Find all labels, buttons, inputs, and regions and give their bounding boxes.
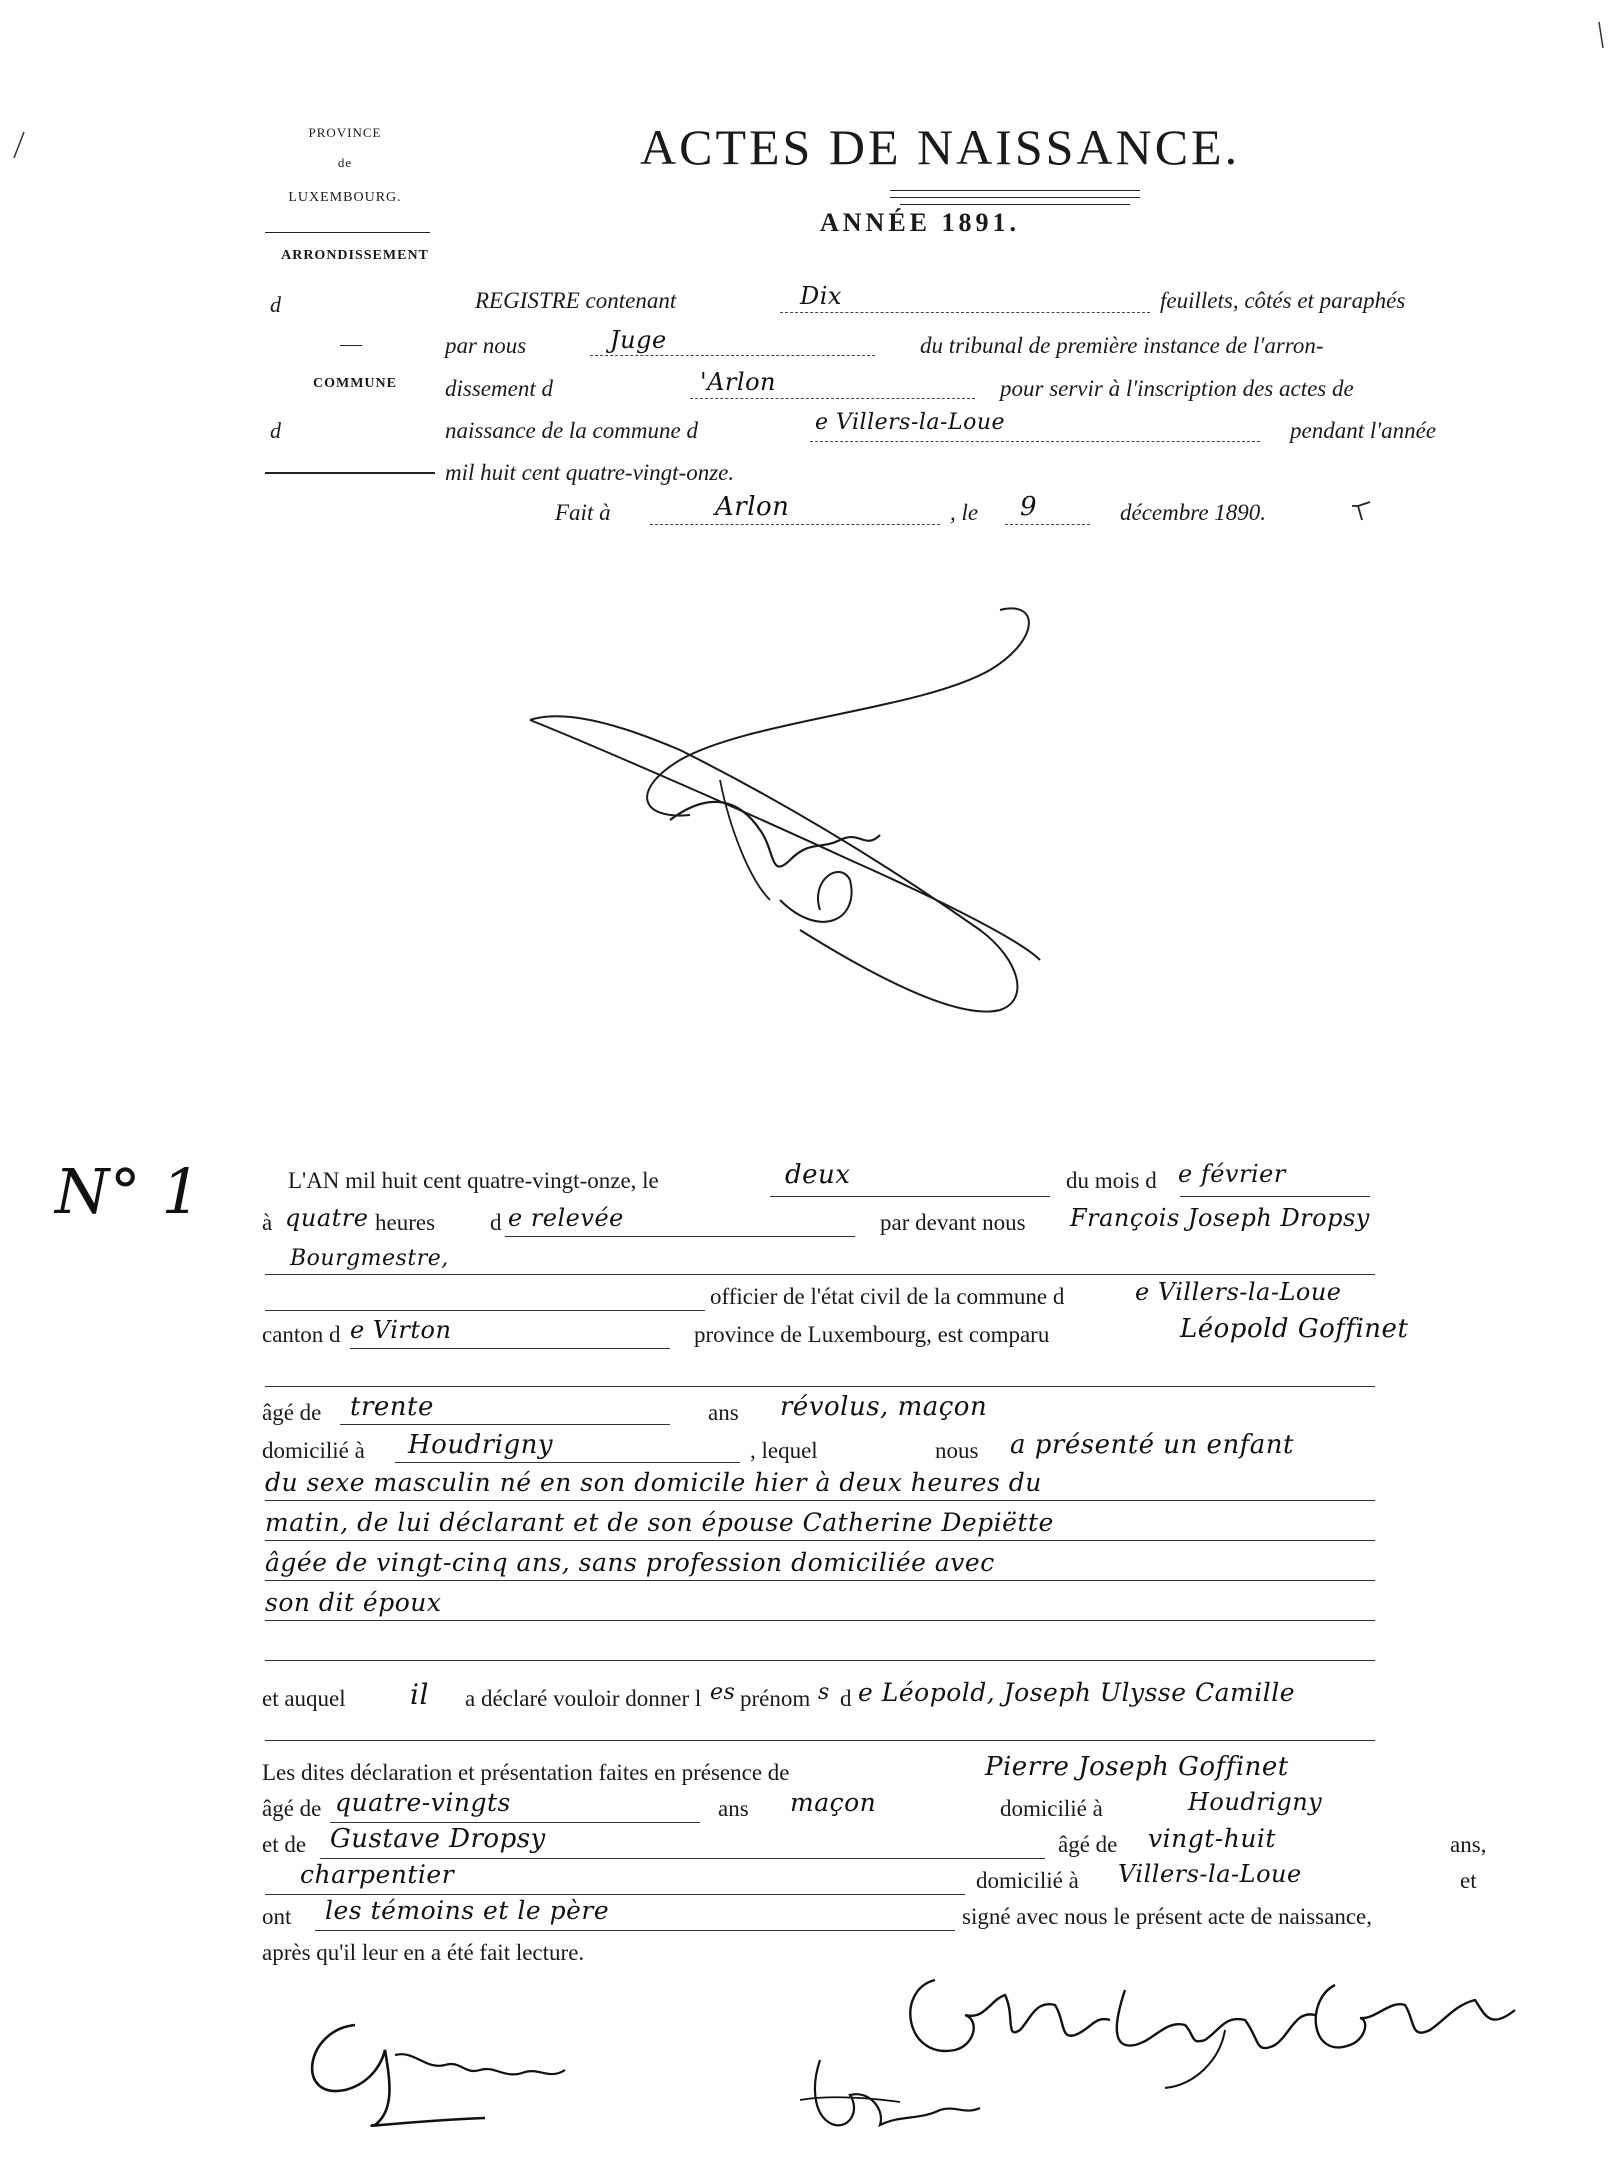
acte-l17-b: signé avec nous le présent acte de naissance, [962,1904,1372,1929]
acte-l13-a: Les dites déclaration et présentation faites en présence de [262,1760,790,1785]
title-rule-2 [890,197,1140,198]
acte-l12-a: et auquel [262,1686,346,1711]
acte-l12-hand4: e Léopold, Joseph Ulysse Camille [858,1678,1295,1707]
acte-l3-hand: Bourgmestre, [290,1246,449,1271]
acte-l5-hand2: Léopold Goffinet [1180,1314,1409,1344]
acte-l4-a: officier de l'état civil de la commune d [710,1284,1065,1309]
registre-line3-blank [690,398,975,399]
acte-l15-blank [320,1858,1045,1859]
acte-l2-c: d [490,1210,502,1235]
acte-l9-blank [265,1540,1375,1541]
fait-place-blank [650,524,940,525]
registre-line4-blank [810,441,1260,442]
acte-l1-b: du mois d [1066,1168,1157,1193]
acte-l18: après qu'il leur en a été fait lecture. [262,1940,585,1965]
acte-l6-a: âgé de [262,1400,322,1425]
fait-le: , le [950,500,979,525]
left-flourish-line [265,472,435,474]
acte-l5b-blank [265,1386,1375,1387]
acte-l1-blank [770,1196,1050,1197]
registre-line1-suffix: feuillets, côtés et paraphés [1160,288,1406,313]
acte-l14-hand2: maçon [790,1788,877,1817]
acte-l14-c: domicilié à [1000,1796,1103,1821]
acte-l5-blank [350,1348,670,1349]
acte-l5-b: province de Luxembourg, est comparu [694,1322,1050,1347]
acte-l1-blank2 [1180,1196,1370,1197]
registre-line2-blank [590,355,875,356]
registre-line3-prefix: dissement d [445,376,553,401]
acte-l4-hand: e Villers-la-Loue [1135,1278,1342,1306]
registre-line4-hand: e Villers-la-Loue [815,410,1006,435]
registre-line2-hand: Juge [610,326,667,354]
margin-act-number: N° 1 [55,1155,202,1228]
registre-line3-hand: 'Arlon [700,368,776,396]
acte-l7-c: nous [935,1438,979,1463]
acte-l15-c: ans, [1450,1832,1487,1857]
title-rule-1 [890,190,1140,191]
province-name: LUXEMBOURG. [288,190,402,205]
registre-line4-suffix: pendant l'année [1290,418,1437,443]
arrondissement-label: ARRONDISSEMENT [281,248,429,263]
acte-l15-hand: Gustave Dropsy [330,1824,546,1854]
acte-l12-hand2: es [710,1680,736,1705]
acte-l6-b: ans [708,1400,739,1425]
acte-l16-b: et [1460,1868,1477,1893]
acte-l1-hand2: e février [1178,1160,1286,1188]
fait-prefix: Fait à [555,500,611,525]
page-title: ACTES DE NAISSANCE. [640,119,1241,175]
province-label: PROVINCE [308,125,382,140]
small-divider [340,345,362,346]
acte-l8-blank [265,1500,1375,1501]
registre-line2-suffix: du tribunal de première instance de l'arron- [920,333,1324,358]
acte-l3-blank [265,1274,1375,1275]
registre-line2-prefix: par nous [445,333,527,358]
acte-l13-hand: Pierre Joseph Goffinet [985,1752,1289,1782]
registre-line1-prefix: REGISTRE contenant [475,288,677,313]
acte-l2-a: à [262,1210,273,1235]
fait-day-blank [1005,524,1090,525]
acte-l17-blank [315,1930,955,1931]
acte-l14-blank [330,1822,700,1823]
acte-l17-hand: les témoins et le père [325,1896,610,1925]
commune-label: COMMUNE [313,376,397,391]
title-rule-3 [900,204,1130,205]
registre-line5: mil huit cent quatre-vingt-onze. [445,460,735,485]
acte-l17-a: ont [262,1904,292,1929]
acte-l16-a: domicilié à [976,1868,1079,1893]
acte-l7-hand: Houdrigny [408,1430,554,1460]
acte-l14-hand: quatre-vingts [335,1788,511,1817]
province-de: de [337,155,353,170]
acte-l1-hand: deux [785,1160,851,1190]
acte-l12-hand: il [410,1678,429,1711]
acte-l2-blank [505,1236,855,1237]
acte-l2-hand3: François Joseph Dropsy [1070,1204,1370,1232]
acte-l15-a: et de [262,1832,307,1857]
acte-l15-hand2: vingt-huit [1148,1824,1276,1853]
acte-l2-b: heures [375,1210,436,1235]
acte-l6-hand: trente [350,1392,434,1422]
margin-mark-right [1595,20,1609,50]
acte-l15-b: âgé de [1058,1832,1118,1857]
registre-line1-hand: Dix [800,282,842,310]
acte-l4-blank-left [265,1310,705,1311]
acte-l9-hand: matin, de lui déclarant et de son épouse Catherine Depiëtte [265,1508,1054,1537]
margin-mark-top [12,130,26,160]
acte-l6-hand2: révolus, maçon [780,1392,988,1422]
arrondissement-d: d [270,292,281,317]
acte-l1-a: L'AN mil huit cent quatre-vingt-onze, le [288,1168,659,1193]
header-divider [265,232,430,233]
acte-l10-hand: âgée de vingt-cinq ans, sans profession domiciliée avec [265,1548,995,1577]
acte-l7-b: , lequel [750,1438,818,1463]
acte-l14-b: ans [718,1796,749,1821]
acte-l8-hand: du sexe masculin né en son domicile hier à deux heures du [265,1468,1042,1497]
acte-l6-blank [340,1424,670,1425]
acte-l7-hand2: a présenté un enfant [1010,1430,1295,1460]
acte-l12-c: prénom [740,1686,811,1711]
signature-dropsy-left [285,2010,585,2130]
acte-l16-hand2: Villers-la-Loue [1118,1860,1302,1888]
acte-l12b-blank [265,1740,1375,1741]
acte-l12-hand3: s [818,1680,830,1705]
acte-l14-a: âgé de [262,1796,322,1821]
acte-l11b-blank [265,1660,1375,1661]
judge-signature [520,600,1040,1070]
acte-l12-d: d [840,1686,852,1711]
fait-date: décembre 1890. [1120,500,1267,525]
acte-l2-d: par devant nous [880,1210,1026,1235]
acte-l14-hand3: Houdrigny [1188,1788,1323,1816]
acte-l10-blank [265,1580,1375,1581]
acte-l12-b: a déclaré vouloir donner l [465,1686,702,1711]
registre-line3-suffix: pour servir à l'inscription des actes de [1000,376,1354,401]
year-heading: ANNÉE 1891. [820,208,1021,237]
acte-l5-hand: e Virton [350,1316,452,1344]
check-mark [1350,500,1374,524]
acte-l5-a: canton d [262,1322,341,1347]
acte-l11-blank [265,1620,1375,1621]
acte-l7-blank [395,1462,740,1463]
acte-l2-hand2: e relevée [508,1204,624,1232]
acte-l2-hand: quatre [285,1204,369,1232]
fait-day: 9 [1020,492,1038,522]
commune-d: d [270,418,281,443]
acte-l7-a: domicilié à [262,1438,365,1463]
acte-l16-blank [265,1894,965,1895]
signature-dropsy-center [790,2050,990,2140]
fait-place: Arlon [715,492,790,522]
signature-goffinet-leopold [895,1960,1535,2090]
registre-line4-prefix: naissance de la commune d [445,418,698,443]
registre-line1-blank [780,312,1150,313]
acte-l11-hand: son dit époux [265,1588,442,1617]
acte-l16-hand: charpentier [300,1860,455,1889]
